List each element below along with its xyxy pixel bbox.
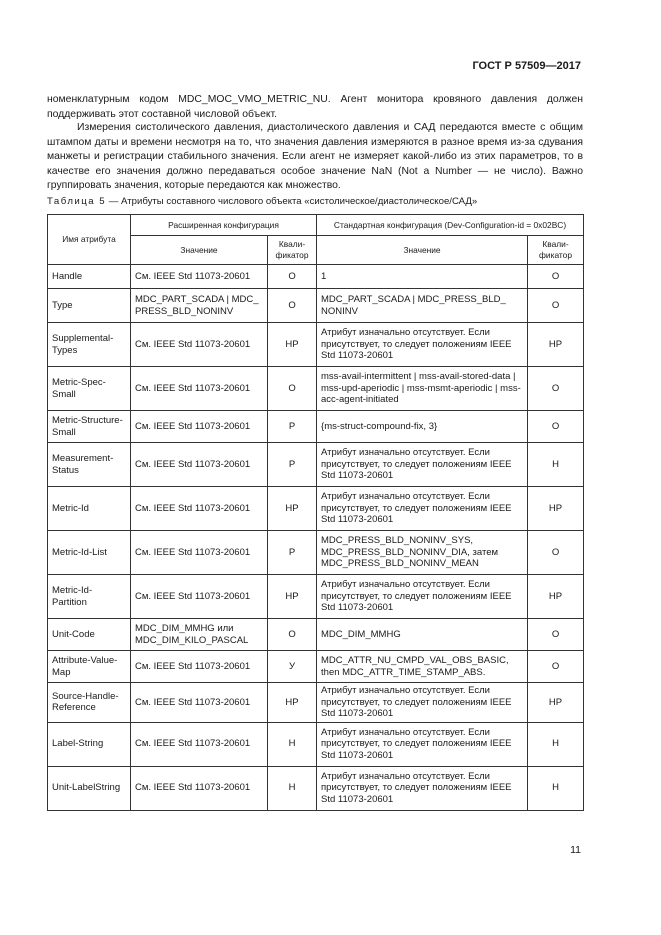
cell-std-qualifier: Н <box>528 766 584 810</box>
cell-std-value: {ms-struct-compound-fix, 3} <box>317 411 528 443</box>
cell-ext-value: См. IEEE Std 11073-20601 <box>131 683 268 723</box>
cell-ext-qualifier: НР <box>268 323 317 367</box>
cell-ext-value: См. IEEE Std 11073-20601 <box>131 487 268 531</box>
header-attr-name: Имя атрибута <box>48 215 131 265</box>
cell-attribute-name: Metric-Structure-Small <box>48 411 131 443</box>
table-row <box>48 411 584 443</box>
cell-std-qualifier: НР <box>528 575 584 619</box>
cell-attribute-name: Unit-LabelString <box>48 766 131 810</box>
table-caption-text: — Атрибуты составного числового объекта «систолическое/диастолическое/САД» <box>106 196 478 207</box>
header-std-qualifier: Квали-фикатор <box>528 236 584 265</box>
cell-std-qualifier: O <box>528 531 584 575</box>
cell-attribute-name: Supplemental-Types <box>48 323 131 367</box>
table-row <box>48 651 584 683</box>
cell-ext-value: См. IEEE Std 11073-20601 <box>131 323 268 367</box>
cell-ext-qualifier: НР <box>268 575 317 619</box>
cell-std-value: MDC_ATTR_NU_CMPD_VAL_OBS_BASIC, then MDC_ATTR_TIME_STAMP_ABS. <box>317 651 528 683</box>
table-row <box>48 323 584 367</box>
cell-std-value: mss-avail-intermittent | mss-avail-stored-data | mss-upd-aperiodic | mss-msmt-aperiodic | mss-acc-agent-initiated <box>317 367 528 411</box>
cell-ext-value: MDC_PART_SCADA | MDC_ PRESS_BLD_NONINV <box>131 289 268 323</box>
table-row <box>48 619 584 651</box>
cell-ext-value: См. IEEE Std 11073-20601 <box>131 651 268 683</box>
cell-std-qualifier: Н <box>528 722 584 766</box>
cell-std-value: Атрибут изначально отсутствует. Если присутствует, то следует положениям IEEE Std 11073-20601 <box>317 487 528 531</box>
cell-std-qualifier: O <box>528 265 584 289</box>
header-standard-config: Стандартная конфигурация (Dev-Configuration-id = 0x02BC) <box>317 215 584 236</box>
header-extended-config: Расширенная конфигурация <box>131 215 317 236</box>
cell-std-qualifier: Н <box>528 443 584 487</box>
cell-std-value: Атрибут изначально отсутствует. Если присутствует, то следует положениям IEEE Std 11073-20601 <box>317 443 528 487</box>
table-row <box>48 367 584 411</box>
cell-ext-value: См. IEEE Std 11073-20601 <box>131 766 268 810</box>
cell-std-value: MDC_DIM_MMHG <box>317 619 528 651</box>
paragraph-2: Измерения систолического давления, диастолического давления и САД передаются вместе с общим штампом даты и времени несмотря на то, что значения давления измеряются в разное время из-за сдувания манжеты и регистрации стабильного значения. Если агент не измеряет какой-либо из этих параметров, то в качестве его значения должно передаваться особое значение NaN (Not a Number — не число). Важно группировать значения, которые передаются как множество. <box>47 122 583 192</box>
document-header: ГОСТ Р 57509—2017 <box>472 60 581 72</box>
cell-ext-value: См. IEEE Std 11073-20601 <box>131 531 268 575</box>
header-std-value: Значение <box>317 236 528 265</box>
cell-ext-value: См. IEEE Std 11073-20601 <box>131 265 268 289</box>
page-number: 11 <box>570 844 581 856</box>
table-row <box>48 487 584 531</box>
cell-ext-qualifier: Н <box>268 722 317 766</box>
cell-std-value: Атрибут изначально отсутствует. Если присутствует, то следует положениям IEEE Std 11073-20601 <box>317 683 528 723</box>
cell-std-value: Атрибут изначально отсутствует. Если присутствует, то следует положениям IEEE Std 11073-20601 <box>317 766 528 810</box>
cell-ext-qualifier: Р <box>268 411 317 443</box>
table-row <box>48 265 584 289</box>
cell-ext-value: См. IEEE Std 11073-20601 <box>131 443 268 487</box>
table-caption-label: Таблица 5 <box>47 196 107 207</box>
cell-std-qualifier: НР <box>528 683 584 723</box>
cell-attribute-name: Metric-Id <box>48 487 131 531</box>
cell-attribute-name: Metric-Spec-Small <box>48 367 131 411</box>
cell-ext-value: См. IEEE Std 11073-20601 <box>131 367 268 411</box>
cell-attribute-name: Source-Handle-Reference <box>48 683 131 723</box>
cell-attribute-name: Label-String <box>48 722 131 766</box>
cell-std-value: Атрибут изначально отсутствует. Если присутствует, то следует положениям IEEE Std 11073-20601 <box>317 722 528 766</box>
cell-std-value: Атрибут изначально отсутствует. Если присутствует, то следует положениям IEEE Std 11073-20601 <box>317 323 528 367</box>
cell-std-qualifier: O <box>528 289 584 323</box>
cell-attribute-name: Unit-Code <box>48 619 131 651</box>
cell-ext-qualifier: У <box>268 651 317 683</box>
cell-std-value: Атрибут изначально отсутствует. Если присутствует, то следует положениям IEEE Std 11073-20601 <box>317 575 528 619</box>
cell-std-qualifier: O <box>528 367 584 411</box>
table-caption <box>47 196 477 207</box>
table-row <box>48 683 584 723</box>
table-row <box>48 531 584 575</box>
cell-ext-value: См. IEEE Std 11073-20601 <box>131 575 268 619</box>
cell-attribute-name: Metric-Id-Partition <box>48 575 131 619</box>
cell-ext-value: См. IEEE Std 11073-20601 <box>131 722 268 766</box>
cell-ext-qualifier: НР <box>268 683 317 723</box>
cell-ext-qualifier: O <box>268 265 317 289</box>
cell-ext-qualifier: Н <box>268 766 317 810</box>
cell-std-qualifier: O <box>528 411 584 443</box>
cell-ext-value: См. IEEE Std 11073-20601 <box>131 411 268 443</box>
cell-std-value: 1 <box>317 265 528 289</box>
table-row <box>48 722 584 766</box>
cell-ext-qualifier: НР <box>268 487 317 531</box>
cell-attribute-name: Handle <box>48 265 131 289</box>
cell-ext-qualifier: O <box>268 619 317 651</box>
attributes-table <box>47 214 584 811</box>
header-ext-value: Значение <box>131 236 268 265</box>
cell-std-qualifier: НР <box>528 487 584 531</box>
cell-attribute-name: Measurement-Status <box>48 443 131 487</box>
cell-attribute-name: Metric-Id-List <box>48 531 131 575</box>
cell-ext-qualifier: Р <box>268 531 317 575</box>
cell-std-qualifier: O <box>528 651 584 683</box>
table-row <box>48 575 584 619</box>
cell-std-qualifier: O <box>528 619 584 651</box>
table-row <box>48 443 584 487</box>
paragraph-1: номенклатурным кодом MDC_MOC_VMO_METRIC_NU. Агент монитора кровяного давления должен поддерживать этот составной числовой объект. <box>47 94 583 120</box>
cell-std-qualifier: НР <box>528 323 584 367</box>
cell-std-value: MDC_PRESS_BLD_NONINV_SYS, MDC_PRESS_BLD_NONINV_DIA, затем MDC_PRESS_BLD_NONINV_MEAN <box>317 531 528 575</box>
cell-ext-qualifier: O <box>268 289 317 323</box>
cell-ext-qualifier: Р <box>268 443 317 487</box>
table-row <box>48 766 584 810</box>
cell-std-value: MDC_PART_SCADA | MDC_PRESS_BLD_ NONINV <box>317 289 528 323</box>
header-ext-qualifier: Квали-фикатор <box>268 236 317 265</box>
cell-attribute-name: Type <box>48 289 131 323</box>
cell-attribute-name: Attribute-Value-Map <box>48 651 131 683</box>
table-body <box>48 265 584 811</box>
cell-ext-value: MDC_DIM_MMHG или MDC_DIM_KILO_PASCAL <box>131 619 268 651</box>
cell-ext-qualifier: O <box>268 367 317 411</box>
table-row <box>48 289 584 323</box>
